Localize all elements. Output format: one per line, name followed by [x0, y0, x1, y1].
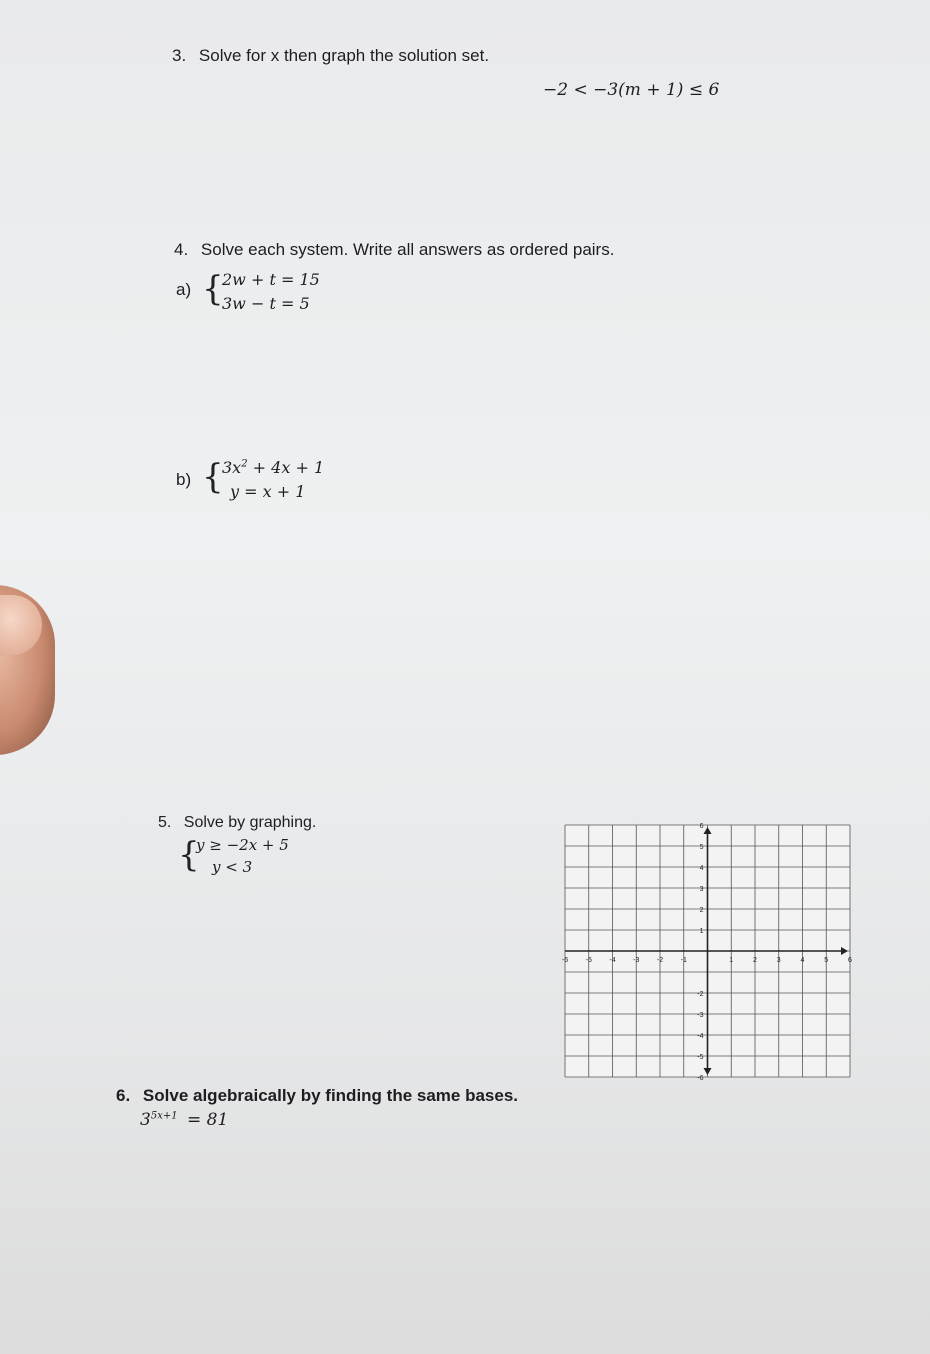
- q4a-eq1: 2w + t = 15: [222, 270, 320, 289]
- q4b-label: b): [176, 470, 192, 489]
- q4b-eq1-exponent: 2: [241, 458, 248, 470]
- y-tick-label: -4: [697, 1033, 704, 1040]
- question-4: [174, 240, 614, 260]
- x-tick-label: 2: [753, 957, 757, 964]
- x-tick-label: -3: [633, 957, 640, 964]
- q3-inequality: −2 < −3(m + 1) ≤ 6: [543, 80, 720, 100]
- y-tick-label: 2: [699, 907, 704, 914]
- x-tick-label: 1: [729, 957, 734, 964]
- y-tick-label: -2: [697, 991, 704, 998]
- y-axis-arrow-up: [704, 827, 712, 834]
- y-tick-label: 1: [699, 928, 704, 935]
- q6-rhs: = 81: [186, 1110, 229, 1130]
- q3-number: 3.: [172, 46, 187, 65]
- brace: {: [202, 457, 224, 497]
- q5-eq1: y ≥ −2x + 5: [196, 836, 289, 854]
- q4b-eq1-base: 3x: [222, 458, 242, 477]
- x-tick-label: 4: [800, 957, 805, 964]
- brace: {: [202, 269, 224, 309]
- x-tick-label: -2: [656, 957, 664, 964]
- question-3: [172, 46, 489, 66]
- q4a-label: a): [176, 280, 192, 299]
- question-6: [116, 1086, 518, 1106]
- x-tick-label: 3: [776, 957, 781, 964]
- q5-eq2: y < 3: [212, 858, 253, 876]
- q5-number: 5.: [158, 814, 172, 831]
- question-5: [158, 814, 316, 832]
- q4b-eq2: y = x + 1: [230, 482, 306, 501]
- q6-equation: [140, 1110, 228, 1130]
- y-tick-label: -3: [697, 1012, 704, 1019]
- q6-number: 6.: [116, 1086, 131, 1105]
- y-tick-label: 4: [699, 865, 704, 872]
- y-tick-label: -5: [697, 1054, 704, 1061]
- grid-svg: [561, 823, 852, 1082]
- y-tick-label: 3: [699, 886, 704, 893]
- y-tick-label: 6: [699, 823, 704, 830]
- coordinate-grid[interactable]: [561, 823, 852, 1082]
- q4-text: Solve each system. Write all answers as ordered pairs.: [200, 240, 615, 259]
- x-tick-label: 5: [824, 957, 829, 964]
- x-axis-arrow: [841, 947, 848, 955]
- q5-system: [178, 834, 338, 886]
- q4b-system: [202, 456, 362, 508]
- q4a-system: [202, 268, 362, 320]
- x-tick-label: 6: [848, 957, 852, 964]
- q5-text: Solve by graphing.: [183, 814, 317, 831]
- q4b-eq1: [222, 458, 324, 477]
- q6-base: 3: [140, 1110, 151, 1130]
- x-tick-label: -4: [609, 957, 616, 964]
- q4-number: 4.: [174, 240, 189, 259]
- q4a-eq2: 3w − t = 5: [222, 294, 310, 313]
- q6-exponent: 5x+1: [150, 1110, 178, 1122]
- q4b-eq1-rest: + 4x + 1: [247, 458, 325, 477]
- x-tick-label: -1: [680, 957, 687, 964]
- x-tick-label: -6: [561, 957, 569, 964]
- y-tick-label: -6: [697, 1075, 704, 1082]
- y-tick-label: 5: [699, 844, 704, 851]
- brace: {: [178, 835, 200, 875]
- x-tick-label: -5: [585, 957, 592, 964]
- q3-text: Solve for x then graph the solution set.: [198, 46, 490, 65]
- y-axis-arrow-down: [704, 1068, 712, 1075]
- q6-text: Solve algebraically by finding the same bases.: [142, 1086, 519, 1105]
